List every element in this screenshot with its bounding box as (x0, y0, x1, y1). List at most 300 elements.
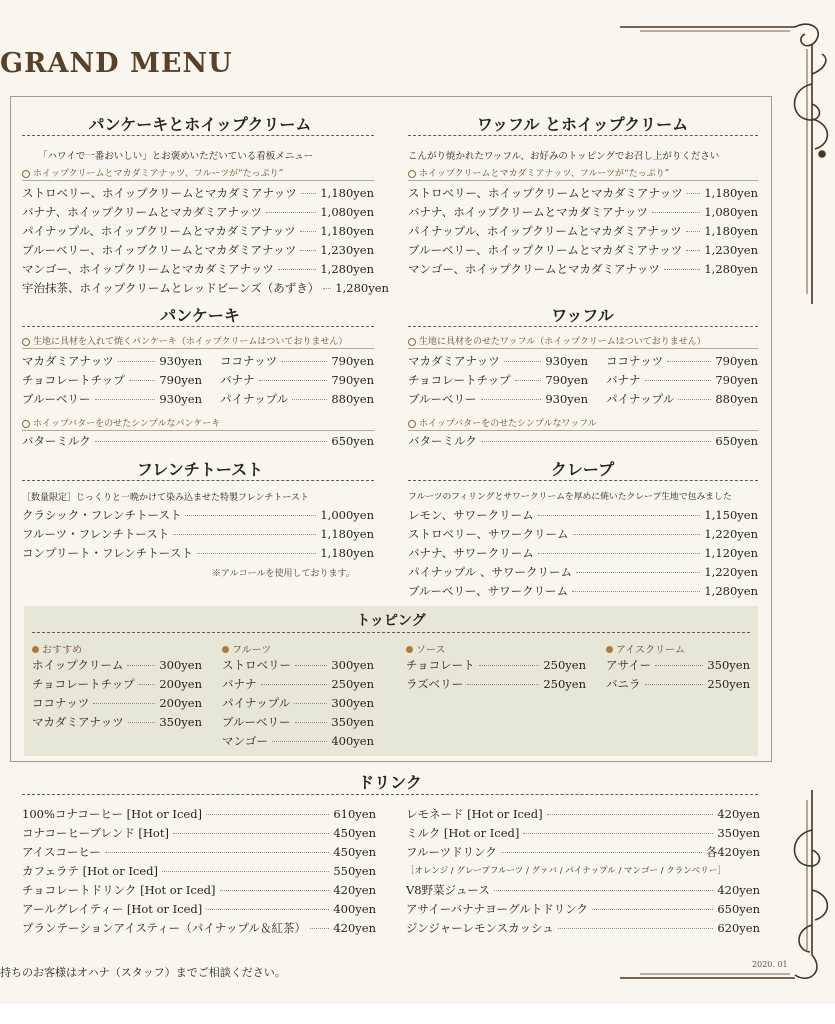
list-item (22, 806, 376, 825)
circle-bullet-icon (22, 420, 30, 428)
circle-bullet-icon (408, 170, 416, 178)
item-price: 1,230yen (704, 243, 758, 257)
list-item (32, 695, 202, 714)
list-item (22, 863, 376, 882)
section-divider (22, 135, 374, 136)
item-price: 790yen (159, 373, 202, 387)
leader-dots (645, 684, 704, 685)
item-price: 200yen (159, 677, 202, 691)
item-name: レモン、サワークリーム (408, 508, 534, 522)
item-name: マカダミアナッツ (22, 354, 114, 368)
list-french-toast (22, 507, 374, 564)
item-price: 各420yen (705, 845, 760, 859)
list-item (32, 657, 202, 676)
item-name: ココナッツ (32, 696, 90, 710)
item-price: 790yen (545, 373, 588, 387)
leader-dots (139, 684, 156, 685)
list-item (408, 545, 758, 564)
item-price: 1,080yen (320, 205, 374, 219)
section-divider (22, 326, 374, 327)
list-item (408, 242, 758, 261)
list-item (220, 353, 374, 372)
dot-bullet-icon (222, 646, 229, 653)
leader-dots (538, 553, 701, 554)
sub-divider (22, 348, 374, 349)
list-item (408, 261, 758, 280)
item-name: V8野菜ジュース (406, 883, 490, 897)
item-name: バターミルク (408, 434, 477, 448)
list-item (606, 676, 750, 695)
item-name: コナコーヒーブレンド [Hot] (22, 826, 169, 840)
item-price: 930yen (159, 392, 202, 406)
item-name: ジンジャーレモンスカッシュ (406, 921, 554, 935)
leader-dots (501, 852, 702, 853)
section-divider (22, 480, 374, 481)
list-item (406, 901, 760, 920)
leader-dots (687, 193, 701, 194)
item-name: ブルーベリー、サワークリーム (408, 584, 569, 598)
leader-dots (206, 814, 329, 815)
circle-bullet-icon (408, 338, 416, 346)
list-item (222, 733, 374, 752)
list-waffle-whip (408, 185, 758, 280)
list-pancake-left (22, 353, 202, 410)
item-price: 1,280yen (320, 262, 374, 276)
list-topping-fruit (222, 657, 374, 752)
item-price: 1,180yen (704, 224, 758, 238)
topping-cat-sauce (406, 641, 446, 656)
alcohol-note: ※アルコールを使用しております。 (212, 569, 355, 579)
leader-dots (494, 890, 714, 891)
list-pancake-simple (22, 433, 374, 452)
leader-dots (278, 269, 317, 270)
item-name: ブルーベリー (222, 715, 291, 729)
item-price: 450yen (333, 845, 376, 859)
list-item (22, 372, 202, 391)
leader-dots (294, 703, 327, 704)
list-item (406, 657, 586, 676)
item-price: 300yen (159, 658, 202, 672)
section-sub-pancake-whip (22, 166, 283, 179)
list-item (408, 526, 758, 545)
footer-note: 持ちのお客様はオハナ（スタッフ）までご相談ください。 (0, 966, 286, 979)
list-item (606, 372, 758, 391)
item-price: 420yen (333, 883, 376, 897)
sub-divider (408, 430, 758, 431)
leader-dots (686, 250, 700, 251)
list-item (22, 920, 376, 939)
list-topping-sauce (406, 657, 586, 695)
item-name: バナナ、ホイップクリームとマカダミアナッツ (408, 205, 648, 219)
item-name: ミルク [Hot or Iced] (406, 826, 520, 840)
list-topping-icecream (606, 657, 750, 695)
circle-bullet-icon (22, 170, 30, 178)
item-price: 420yen (717, 883, 760, 897)
section-divider (32, 632, 750, 633)
item-price: 620yen (717, 921, 760, 935)
leader-dots (572, 591, 700, 592)
item-price: 650yen (717, 902, 760, 916)
leader-dots (93, 703, 155, 704)
item-name: チョコレートチップ (32, 677, 135, 691)
list-item (408, 433, 758, 452)
list-item (22, 433, 374, 452)
leader-dots (173, 534, 316, 535)
leader-dots (266, 212, 316, 213)
leader-dots (667, 361, 711, 362)
item-price: 450yen (333, 826, 376, 840)
topping-cat-recommend (32, 641, 82, 656)
item-price: 1,120yen (704, 546, 758, 560)
item-price: 880yen (331, 392, 374, 406)
section-divider (408, 326, 758, 327)
item-name: ブルーベリー、ホイップクリームとマカダミアナッツ (22, 243, 297, 257)
list-drink-left (22, 806, 376, 939)
section-divider (408, 135, 758, 136)
section-divider (22, 794, 758, 795)
item-price: 350yen (159, 715, 202, 729)
leader-dots (558, 928, 714, 929)
list-waffle-simple (408, 433, 758, 452)
section-title-pancake: パンケーキ (160, 306, 240, 325)
item-name: ブルーベリー、ホイップクリームとマカダミアナッツ (408, 243, 683, 257)
item-price: 250yen (543, 677, 586, 691)
leader-dots (95, 399, 156, 400)
sub-label: 生地に具材を入れて焼くパンケーキ（ホイップクリームはついておりません） (33, 337, 348, 347)
item-name: フルーツドリンク (406, 845, 497, 859)
list-item (408, 372, 588, 391)
item-price: 1,180yen (320, 224, 374, 238)
leader-dots (206, 909, 329, 910)
list-item (22, 261, 374, 280)
item-name: レモネード [Hot or Iced] (406, 807, 543, 821)
item-price: 1,280yen (335, 281, 389, 295)
cat-label: アイスクリーム (616, 645, 685, 656)
section-sub-waffle-whip (408, 166, 669, 179)
item-name: フルーツ・フレンチトースト (22, 527, 170, 541)
item-name: パイナップル (220, 392, 289, 406)
leader-dots (128, 722, 156, 723)
section-title-french-toast: フレンチトースト (136, 460, 264, 479)
item-name: パイナップル (606, 392, 675, 406)
fruit-drink-options: ［オレンジ / グレープフルーツ / グァバ / パイナップル / マンゴー / クランベリー］ (406, 866, 726, 876)
sub-label: ホイップクリームとマカダミアナッツ、フルーツが“たっぷり” (33, 169, 284, 179)
list-item (22, 545, 374, 564)
item-price: 1,180yen (320, 186, 374, 200)
list-item (22, 507, 374, 526)
sub-divider (408, 348, 758, 349)
list-item (406, 825, 760, 844)
leader-dots (197, 553, 317, 554)
list-item (222, 676, 374, 695)
list-item (408, 185, 758, 204)
item-name: マカダミアナッツ (408, 354, 500, 368)
leader-dots (300, 250, 316, 251)
dot-bullet-icon (406, 646, 413, 653)
item-name: ブルーベリー (22, 392, 91, 406)
item-name: ココナッツ (606, 354, 664, 368)
item-price: 930yen (159, 354, 202, 368)
item-price: 790yen (331, 373, 374, 387)
leader-dots (295, 665, 327, 666)
list-item (408, 353, 588, 372)
sub-label: 生地に具材をのせたワッフル（ホイップクリームはついておりません） (419, 337, 706, 347)
item-price: 400yen (333, 902, 376, 916)
section-title-pancake-whip: パンケーキとホイップクリーム (88, 115, 312, 134)
leader-dots (301, 193, 317, 194)
item-name: 100%コナコーヒー [Hot or Iced] (22, 807, 203, 821)
item-price: 1,180yen (704, 186, 758, 200)
item-name: バナナ (222, 677, 257, 691)
item-name: パイナップル、ホイップクリームとマカダミアナッツ (408, 224, 682, 238)
leader-dots (686, 231, 701, 232)
item-name: カフェラテ [Hot or Iced] (22, 864, 159, 878)
list-drink-right-b (406, 882, 760, 939)
list-item (408, 507, 758, 526)
list-item (220, 391, 374, 410)
item-price: 790yen (715, 354, 758, 368)
dot-bullet-icon (606, 646, 613, 653)
leader-dots (95, 441, 328, 442)
item-price: 650yen (331, 434, 374, 448)
list-item (22, 353, 202, 372)
sub-label: ホイップクリームとマカダミアナッツ、フルーツが“たっぷり” (419, 169, 670, 179)
item-name: ラズベリー (406, 677, 464, 691)
section-sub-pancake (22, 334, 347, 347)
cat-label: おすすめ (42, 645, 83, 656)
list-item (408, 204, 758, 223)
circle-bullet-icon (408, 420, 416, 428)
leader-dots (664, 269, 701, 270)
item-price: 420yen (717, 807, 760, 821)
item-name: ブルーベリー (408, 392, 477, 406)
item-name: マンゴー (222, 734, 268, 748)
item-price: 250yen (331, 677, 374, 691)
item-price: 550yen (333, 864, 376, 878)
item-name: マンゴー、ホイップクリームとマカダミアナッツ (408, 262, 660, 276)
sub-divider (22, 430, 374, 431)
item-name: ストロベリー (222, 658, 291, 672)
leader-dots (127, 665, 155, 666)
bottom-margin (0, 1004, 835, 1024)
list-waffle-right (606, 353, 758, 410)
section-divider (408, 480, 758, 481)
sub-divider (408, 180, 758, 181)
item-name: パイナップル、ホイップクリームとマカダミアナッツ (22, 224, 296, 238)
item-name: ストロベリー、ホイップクリームとマカダミアナッツ (22, 186, 297, 200)
item-price: 200yen (159, 696, 202, 710)
list-item (22, 844, 376, 863)
item-name: ストロベリー、ホイップクリームとマカダミアナッツ (408, 186, 683, 200)
item-price: 300yen (331, 696, 374, 710)
item-price: 1,000yen (320, 508, 374, 522)
item-price: 930yen (545, 354, 588, 368)
item-price: 350yen (717, 826, 760, 840)
item-price: 250yen (543, 658, 586, 672)
item-price: 400yen (331, 734, 374, 748)
list-item (222, 695, 374, 714)
item-name: ストロベリー、サワークリーム (408, 527, 569, 541)
list-item (408, 391, 588, 410)
leader-dots (547, 814, 714, 815)
leader-dots (292, 399, 327, 400)
leader-dots (162, 871, 329, 872)
item-name: ホイップクリーム (32, 658, 124, 672)
item-price: 790yen (331, 354, 374, 368)
item-price: 420yen (333, 921, 376, 935)
section-title-topping: トッピング (356, 613, 426, 629)
cat-label: ソース (416, 645, 446, 656)
leader-dots (259, 380, 328, 381)
list-item (22, 280, 389, 299)
item-price: 1,220yen (704, 565, 758, 579)
list-item (406, 882, 760, 901)
item-price: 1,280yen (704, 262, 758, 276)
item-price: 1,150yen (704, 508, 758, 522)
list-item (406, 806, 760, 825)
section-desc-crepe: フルーツのフィリングとサワークリームを厚めに焼いたクレープ生地で包みました (408, 492, 732, 502)
item-price: 1,180yen (320, 546, 374, 560)
section-title-waffle: ワッフル (551, 306, 614, 325)
leader-dots (185, 515, 316, 516)
item-price: 1,230yen (320, 243, 374, 257)
item-price: 1,280yen (704, 584, 758, 598)
item-name: パイナップル 、サワークリーム (408, 565, 572, 579)
item-name: ココナッツ (220, 354, 278, 368)
list-item (406, 676, 586, 695)
list-item (222, 657, 374, 676)
leader-dots (479, 665, 540, 666)
list-item (606, 657, 750, 676)
item-price: 250yen (707, 677, 750, 691)
item-price: 930yen (545, 392, 588, 406)
item-name: コンプリート・フレンチトースト (22, 546, 193, 560)
leader-dots (105, 852, 329, 853)
leader-dots (173, 833, 329, 834)
item-price: 1,180yen (320, 527, 374, 541)
leader-dots (576, 572, 700, 573)
leader-dots (645, 380, 712, 381)
item-price: 1,080yen (704, 205, 758, 219)
item-name: プランテーションアイスティー（パイナップル＆紅茶） (22, 921, 307, 935)
item-name: アイスコーヒー (22, 845, 101, 859)
list-item (222, 714, 374, 733)
leader-dots (467, 684, 539, 685)
item-name: バナナ、サワークリーム (408, 546, 534, 560)
list-item (406, 844, 760, 863)
section-title-waffle-whip: ワッフル とホイップクリーム (476, 115, 689, 134)
list-item (32, 714, 202, 733)
list-item (22, 185, 374, 204)
item-price: 880yen (715, 392, 758, 406)
leader-dots (261, 684, 328, 685)
leader-dots (481, 441, 712, 442)
list-crepe (408, 507, 758, 602)
list-drink-right-a (406, 806, 760, 863)
list-item (408, 564, 758, 583)
section-sub2-waffle (408, 416, 597, 429)
leader-dots (592, 909, 713, 910)
section-desc-waffle-whip: こんがり焼かれたワッフル、お好みのトッピングでお召し上がりください (408, 151, 720, 162)
section-desc-french-toast: ［数量限定］じっくりと一晩かけて染み込ませた特製フレンチトースト (22, 493, 309, 503)
item-price: 350yen (331, 715, 374, 729)
item-name: 宇治抹茶、ホイップクリームとレッドビーンズ（あずき） (22, 281, 320, 295)
leader-dots (118, 361, 156, 362)
list-pancake-right (220, 353, 374, 410)
item-price: 1,220yen (704, 527, 758, 541)
sub-label: ホイップバターをのせたシンプルなワッフル (419, 419, 597, 429)
item-name: バニラ (606, 677, 641, 691)
page-title: GRAND MENU (0, 48, 233, 79)
item-price: 610yen (333, 807, 376, 821)
leader-dots (129, 380, 156, 381)
item-name: チョコレートチップ (22, 373, 125, 387)
list-item (606, 391, 758, 410)
menu-date: 2020. 01 (752, 960, 788, 969)
list-item (408, 583, 758, 602)
item-name: バナナ、ホイップクリームとマカダミアナッツ (22, 205, 262, 219)
section-desc-pancake-whip: 「ハワイで一番おいしい」とお褒めいただいている看板メニュー (38, 151, 314, 162)
item-name: バナナ (220, 373, 255, 387)
leader-dots (523, 833, 713, 834)
list-item (22, 882, 376, 901)
item-name: バナナ (606, 373, 641, 387)
circle-bullet-icon (22, 338, 30, 346)
list-item (22, 391, 202, 410)
leader-dots (678, 399, 711, 400)
list-item (22, 825, 376, 844)
leader-dots (504, 361, 542, 362)
topping-cat-fruit (222, 641, 271, 656)
list-pancake-whip (22, 185, 389, 299)
item-name: マカダミアナッツ (32, 715, 124, 729)
leader-dots (272, 741, 327, 742)
item-name: チョコレートドリンク [Hot or Iced] (22, 883, 216, 897)
leader-dots (652, 212, 700, 213)
list-item (32, 676, 202, 695)
leader-dots (655, 665, 703, 666)
sub-label: ホイップバターをのせたシンプルなパンケーキ (33, 419, 221, 429)
leader-dots (538, 515, 701, 516)
item-name: チョコレートチップ (408, 373, 511, 387)
dot-bullet-icon (32, 646, 39, 653)
section-title-crepe: クレープ (550, 460, 615, 479)
list-item (22, 223, 374, 242)
list-item (220, 372, 374, 391)
list-item (606, 353, 758, 372)
item-name: アサイー (606, 658, 652, 672)
cat-label: フルーツ (232, 645, 272, 656)
sub-divider (22, 180, 374, 181)
leader-dots (515, 380, 542, 381)
item-price: 650yen (715, 434, 758, 448)
list-waffle-left (408, 353, 588, 410)
item-name: バターミルク (22, 434, 91, 448)
list-item (22, 204, 374, 223)
leader-dots (323, 288, 331, 289)
leader-dots (281, 361, 327, 362)
list-item (22, 242, 374, 261)
leader-dots (481, 399, 542, 400)
section-title-drink: ドリンク (358, 773, 422, 792)
section-sub-waffle (408, 334, 706, 347)
leader-dots (310, 928, 329, 929)
leader-dots (220, 890, 330, 891)
list-item (406, 920, 760, 939)
leader-dots (573, 534, 701, 535)
item-price: 350yen (707, 658, 750, 672)
item-name: アサイーバナナヨーグルトドリンク (406, 902, 589, 916)
